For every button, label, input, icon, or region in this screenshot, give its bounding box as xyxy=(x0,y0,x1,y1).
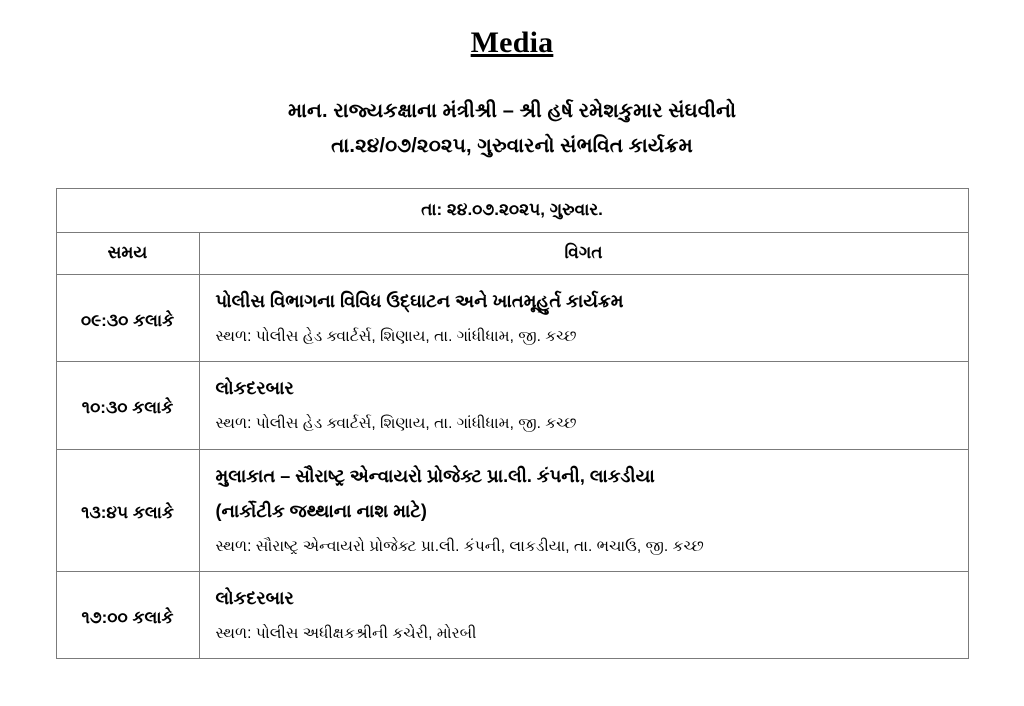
column-header-time: સમય xyxy=(56,233,199,275)
row-time: ૧૦:૩૦ કલાકે xyxy=(56,362,199,449)
event-title: લોકદરબાર xyxy=(215,587,294,608)
event-venue: સ્થળ: પોલીસ હેડ ક્વાર્ટર્સ, શિણાય, તા. ગાંધીધામ, જી. કચ્છ xyxy=(215,328,577,345)
page-title: Media xyxy=(470,26,554,59)
table-row xyxy=(56,449,968,571)
event-title: પોલીસ વિભાગના વિવિધ ઉદ્ઘાટન અને ખાતમૂહુર્ત કાર્યક્રમ xyxy=(215,291,624,311)
event-venue: સ્થળ: પોલીસ અધીક્ષકશ્રીની કચેરી, મોરબી xyxy=(215,624,477,642)
row-detail xyxy=(199,449,968,571)
row-detail xyxy=(199,362,968,449)
row-detail xyxy=(199,571,968,658)
event-venue: સ્થળ: સૌરાષ્ટ્ર એન્વાયરો પ્રોજેક્ટ પ્રા.લી. કંપની, લાકડીયા, તા. ભચાઉ, જી. કચ્છ xyxy=(215,537,704,555)
table-date-header: તા: ૨૪.૦૭.૨૦૨૫, ગુરુવાર. xyxy=(56,189,968,233)
table-date-row xyxy=(56,189,968,233)
event-title-secondary: (નાર્કોટીક જથ્થાના નાશ માટે) xyxy=(215,500,427,521)
schedule-table xyxy=(56,188,969,659)
table-row xyxy=(56,362,968,449)
row-time: ૧૩:૪૫ કલાકે xyxy=(56,449,199,571)
table-row xyxy=(56,275,968,362)
event-venue: સ્થળ: પોલીસ હેડ ક્વાર્ટર્સ, શિણાય, તા. ગાંધીધામ, જી. કચ્છ xyxy=(215,415,577,433)
row-time: ૧૭:૦૦ કલાકે xyxy=(56,571,199,658)
column-header-detail: વિગત xyxy=(199,233,968,275)
row-time: ૦૯:૩૦ કલાકે xyxy=(56,275,199,362)
subtitle-block xyxy=(0,94,1024,164)
event-title: મુલાકાત – સૌરાષ્ટ્ર એન્વાયરો પ્રોજેક્ટ પ્રા.લી. કંપની, લાકડીયા xyxy=(215,465,655,486)
table-header-row xyxy=(56,233,968,275)
document-page xyxy=(0,26,1024,706)
row-detail xyxy=(199,275,968,362)
table-row xyxy=(56,571,968,658)
subtitle-line-2: તા.૨૪/૦૭/૨૦૨૫, ગુરુવારનો સંભવિત કાર્યક્રમ xyxy=(331,135,693,157)
subtitle-line-1: માન. રાજ્યકક્ષાના મંત્રીશ્રી – શ્રી હર્ષ રમેશકુમાર સંઘવીનો xyxy=(287,100,737,122)
event-title: લોકદરબાર xyxy=(215,378,294,399)
